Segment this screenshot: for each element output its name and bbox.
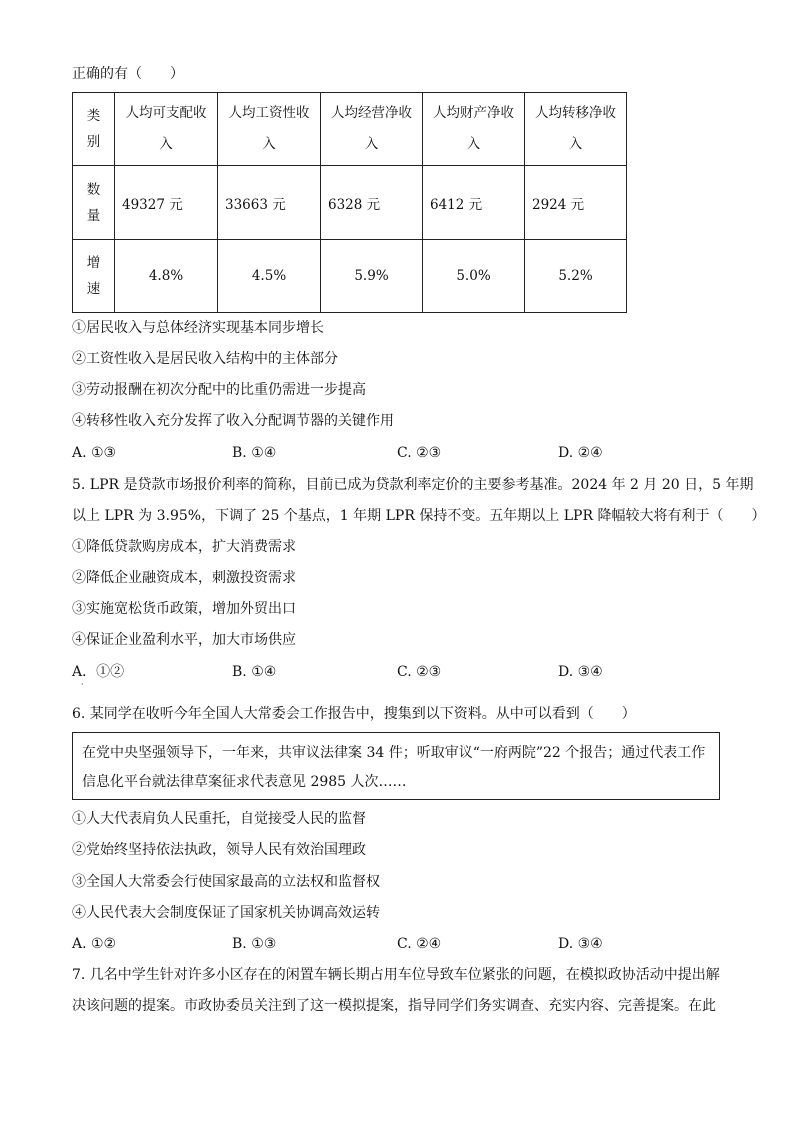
table-cell: 5.2%: [525, 240, 627, 313]
quoted-material-box: [72, 732, 720, 800]
table-cell: 6412 元: [423, 166, 525, 240]
table-cell: 5.0%: [423, 240, 525, 313]
table-row-label: 数 量: [73, 166, 115, 240]
statement-item: ①居民收入与总体经济实现基本同步增长: [72, 320, 324, 336]
statement-item: ③实施宽松货币政策，增加外贸出口: [72, 601, 296, 617]
question-5-text: 5. LPR 是贷款市场报价利率的简称，目前已成为贷款利率定价的主要参考基准。2024 年 2 月 20 日，5 年期: [72, 477, 754, 493]
income-table: [72, 92, 627, 313]
statement-item: ①降低贷款购房成本，扩大消费需求: [72, 539, 296, 555]
table-header-cell: 人均工资性收 入: [218, 93, 321, 166]
table-cell: 2924 元: [525, 166, 627, 240]
option-b[interactable]: B. ①④: [232, 445, 277, 461]
quoted-material-line: 信息化平台就法律草案征求代表意见 2985 人次……: [82, 774, 407, 790]
option-d[interactable]: D. ③④: [558, 664, 603, 680]
option-c[interactable]: C. ②③: [397, 664, 442, 680]
option-b[interactable]: B. ①③: [232, 936, 277, 952]
question-7-text: 7. 几名中学生针对许多小区存在的闲置车辆长期占用车位导致车位紧张的问题，在模拟政协活动中提出解: [72, 967, 720, 983]
option-c[interactable]: C. ②③: [397, 445, 442, 461]
option-a[interactable]: A．①②: [72, 664, 125, 680]
table-cell: 5.9%: [321, 240, 423, 313]
option-a[interactable]: A. ①②: [72, 936, 117, 952]
statement-item: ①人大代表肩负人民重托，自觉接受人民的监督: [72, 811, 366, 827]
answer-options: [72, 443, 732, 463]
question-stem-tail: 正确的有（ ）: [72, 66, 184, 82]
table-header-cell: 类 别: [73, 93, 115, 166]
statement-item: ②工资性收入是居民收入结构中的主体部分: [72, 351, 338, 367]
table-header-cell: 人均可支配收 入: [115, 93, 218, 166]
answer-options: [72, 662, 732, 682]
statement-item: ②党始终坚持依法执政，领导人民有效治国理政: [72, 842, 366, 858]
quoted-material-line: 在党中央坚强领导下，一年来，共审议法律案 34 件；听取审议“一府两院”22 个报告；通过代表工作: [82, 745, 706, 761]
table-row-label: 增 速: [73, 240, 115, 313]
table-header-cell: 人均经营净收 入: [321, 93, 423, 166]
table-header-row: [73, 93, 627, 166]
question-5-text: 以上 LPR 为 3.95%，下调了 25 个基点，1 年期 LPR 保持不变。五年期以上 LPR 降幅较大将有利于（ ）: [72, 508, 766, 524]
question-7-text: 决该问题的提案。市政协委员关注到了这一模拟提案，指导同学们务实调查、充实内容、完善提案。在此: [72, 998, 716, 1014]
option-d[interactable]: D. ②④: [558, 445, 603, 461]
table-cell: 49327 元: [115, 166, 218, 240]
statement-item: ④人民代表大会制度保证了国家机关协调高效运转: [72, 905, 380, 921]
table-row: [73, 240, 627, 313]
statement-item: ②降低企业融资成本，刺激投资需求: [72, 570, 296, 586]
statement-item: ④保证企业盈利水平，加大市场供应: [72, 632, 296, 648]
table-header-cell: 人均转移净收 入: [525, 93, 627, 166]
option-a[interactable]: A. ①③: [72, 445, 117, 461]
statement-item: ③劳动报酬在初次分配中的比重仍需进一步提高: [72, 382, 366, 398]
statement-item: ④转移性收入充分发挥了收入分配调节器的关键作用: [72, 413, 394, 429]
option-c[interactable]: C. ②④: [397, 936, 442, 952]
answer-options: [72, 934, 732, 954]
question-6-text: 6. 某同学在收听今年全国人大常委会工作报告中，搜集到以下资料。从中可以看到（ ）: [72, 706, 636, 722]
table-row: [73, 166, 627, 240]
option-d[interactable]: D. ③④: [558, 936, 603, 952]
table-cell: 33663 元: [218, 166, 321, 240]
table-cell: 4.8%: [115, 240, 218, 313]
table-header-cell: 人均财产净收 入: [423, 93, 525, 166]
option-b[interactable]: B. ①④: [232, 664, 277, 680]
table-cell: 6328 元: [321, 166, 423, 240]
table-cell: 4.5%: [218, 240, 321, 313]
statement-item: ③全国人大常委会行使国家最高的立法权和监督权: [72, 874, 380, 890]
stray-mark: ·: [81, 680, 84, 689]
